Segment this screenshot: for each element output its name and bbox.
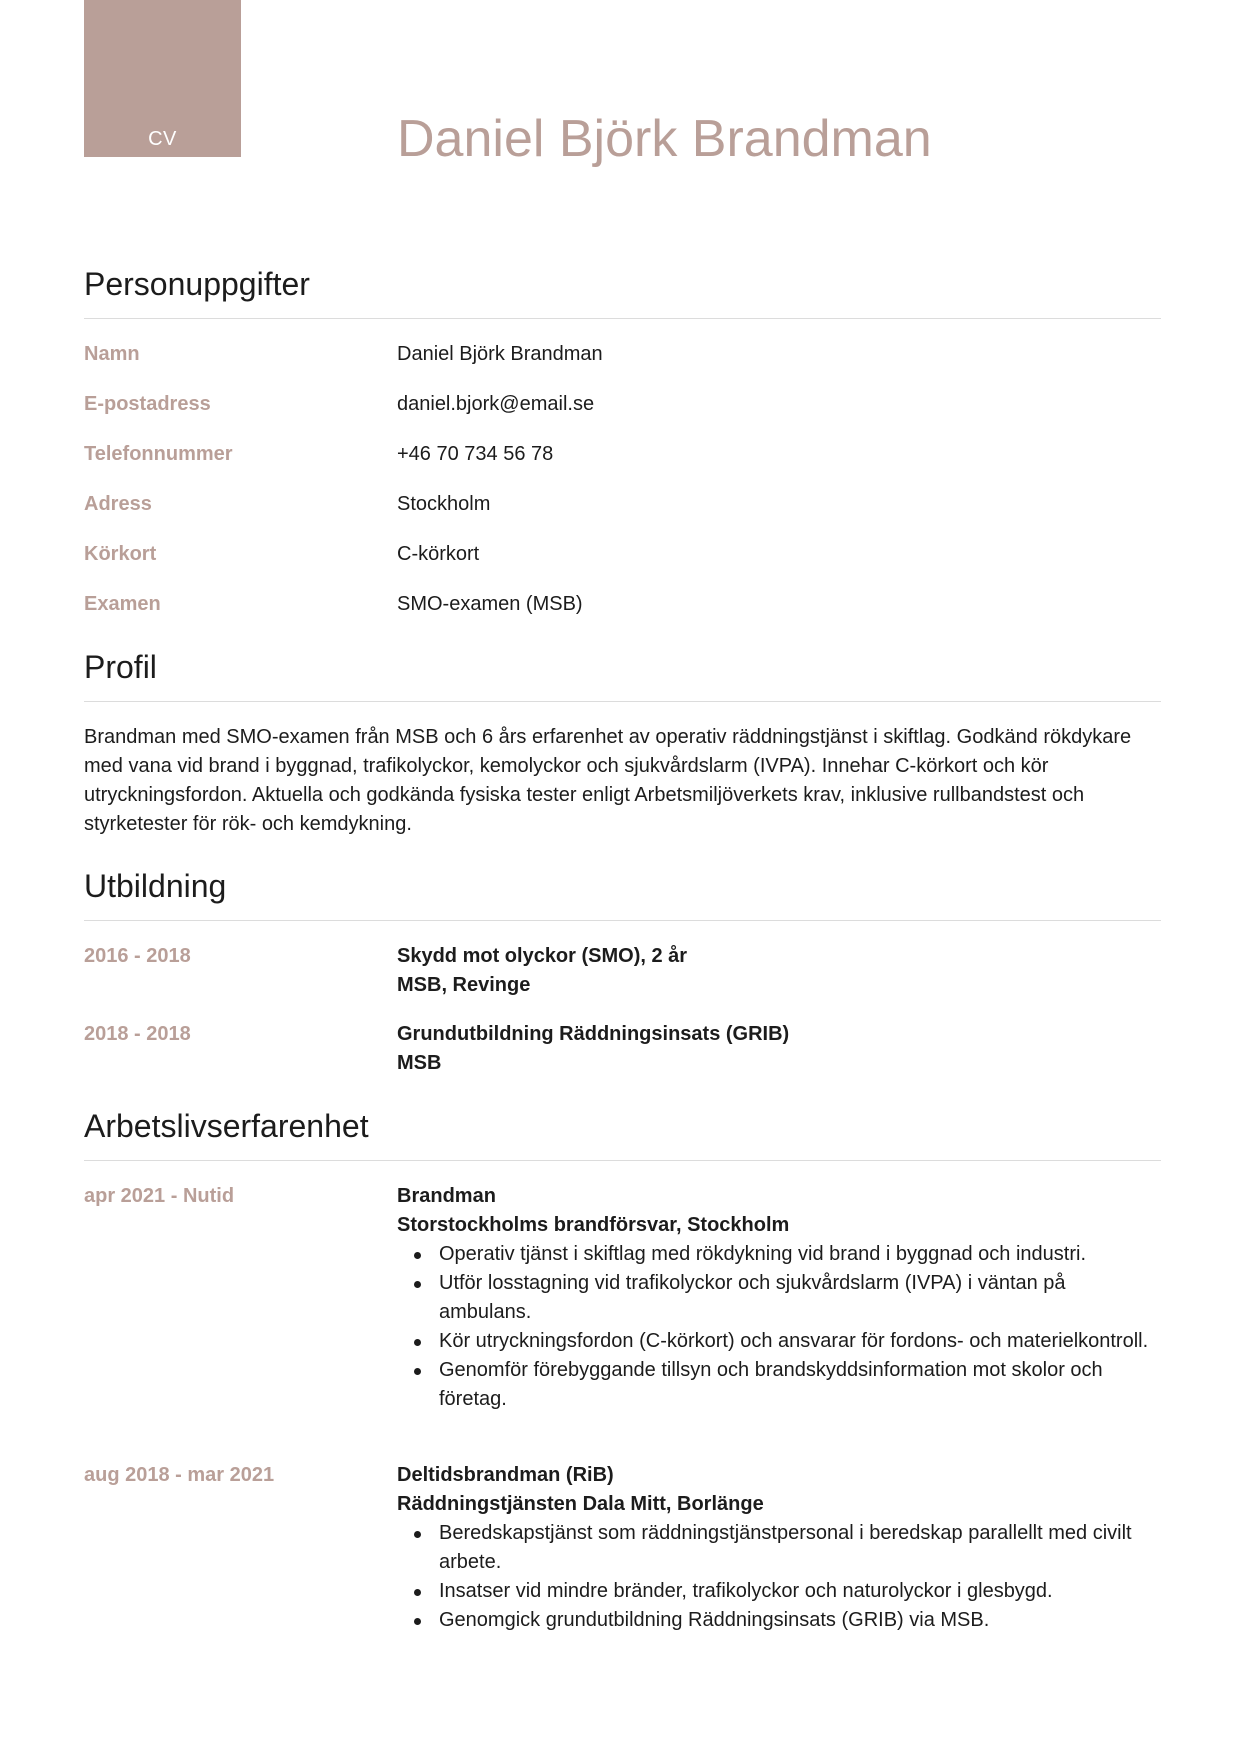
education-entry (84, 942, 1161, 1020)
education-program: Grundutbildning Räddningsinsats (GRIB) (397, 1023, 790, 1045)
experience-role: Brandman (397, 1185, 496, 1207)
personal-value: SMO-examen (MSB) (397, 593, 583, 615)
personal-row-license (84, 540, 1161, 590)
list-item: Kör utryckningsfordon (C-körkort) och ansvarar för fordons- och materielkontroll. (439, 1327, 1161, 1356)
cv-badge-label: CV (148, 128, 177, 150)
education-period: 2016 - 2018 (84, 945, 191, 967)
list-item: Operativ tjänst i skiftlag med rökdykning vid brand i byggnad och industri. (439, 1240, 1161, 1269)
personal-row-name (84, 340, 1161, 390)
education-school: MSB (397, 1052, 442, 1074)
list-item: Genomgick grundutbildning Räddningsinsats (GRIB) via MSB. (439, 1606, 1161, 1635)
section-divider (84, 1160, 1161, 1161)
personal-value: Daniel Björk Brandman (397, 343, 603, 365)
experience-period: aug 2018 - mar 2021 (84, 1464, 275, 1486)
experience-employer: Storstockholms brandförsvar, Stockholm (397, 1214, 790, 1236)
experience-heading: Arbetslivserfarenhet (84, 1108, 369, 1144)
experience-employer: Räddningstjänsten Dala Mitt, Borlänge (397, 1493, 764, 1515)
personal-label: Namn (84, 343, 140, 365)
personal-row-email (84, 390, 1161, 440)
section-divider (84, 701, 1161, 702)
education-program: Skydd mot olyckor (SMO), 2 år (397, 945, 688, 967)
cv-badge (84, 0, 241, 157)
list-item: Insatser vid mindre bränder, trafikolyckor och naturolyckor i glesbygd. (439, 1577, 1161, 1606)
personal-label: Examen (84, 593, 161, 615)
personal-value: Stockholm (397, 493, 491, 515)
personal-value: C-körkort (397, 543, 480, 565)
personal-label: Telefonnummer (84, 443, 233, 465)
education-school: MSB, Revinge (397, 974, 531, 996)
education-section (84, 864, 1161, 1078)
personal-value: daniel.bjork@email.se (397, 393, 595, 415)
profile-heading: Profil (84, 649, 157, 685)
list-item: Beredskapstjänst som räddningstjänstpersonal i beredskap parallellt med civilt arbete. (439, 1519, 1161, 1577)
experience-entry (84, 1182, 1161, 1461)
personal-section (84, 262, 1161, 640)
page-title: Daniel Björk Brandman (397, 110, 932, 168)
education-entry (84, 1020, 1161, 1078)
personal-label: Adress (84, 493, 152, 515)
experience-bullets (397, 1240, 1161, 1414)
list-item: Genomför förebyggande tillsyn och brandskyddsinformation mot skolor och företag. (439, 1356, 1161, 1414)
education-period: 2018 - 2018 (84, 1023, 191, 1045)
experience-bullets (397, 1519, 1161, 1635)
personal-row-address (84, 490, 1161, 540)
personal-label: E-postadress (84, 393, 211, 415)
experience-section (84, 1104, 1161, 1635)
personal-heading: Personuppgifter (84, 266, 310, 302)
list-item: Utför losstagning vid trafikolyckor och sjukvårdslarm (IVPA) i väntan på ambulans. (439, 1269, 1161, 1327)
experience-role: Deltidsbrandman (RiB) (397, 1464, 614, 1486)
section-divider (84, 318, 1161, 319)
profile-section (84, 645, 1161, 839)
education-heading: Utbildning (84, 868, 227, 904)
personal-label: Körkort (84, 543, 157, 565)
experience-entry (84, 1461, 1161, 1635)
profile-text: Brandman med SMO-examen från MSB och 6 års erfarenhet av operativ räddningstjänst i skiftlag. Godkänd rökdykare med vana vid brand i byggnad, trafikolyckor, kemolyckor och sjukvårdslarm (IVPA). Innehar C-körkort och kör utryckningsfordon. Aktuella och godkända fysiska tester enligt Arbetsmiljöverkets krav, inklusive rullbandstest och styrketester för rök- och kemdykning. (84, 726, 1132, 835)
personal-row-phone (84, 440, 1161, 490)
experience-period: apr 2021 - Nutid (84, 1185, 235, 1207)
personal-row-exam (84, 590, 1161, 640)
personal-value: +46 70 734 56 78 (397, 443, 554, 465)
section-divider (84, 920, 1161, 921)
